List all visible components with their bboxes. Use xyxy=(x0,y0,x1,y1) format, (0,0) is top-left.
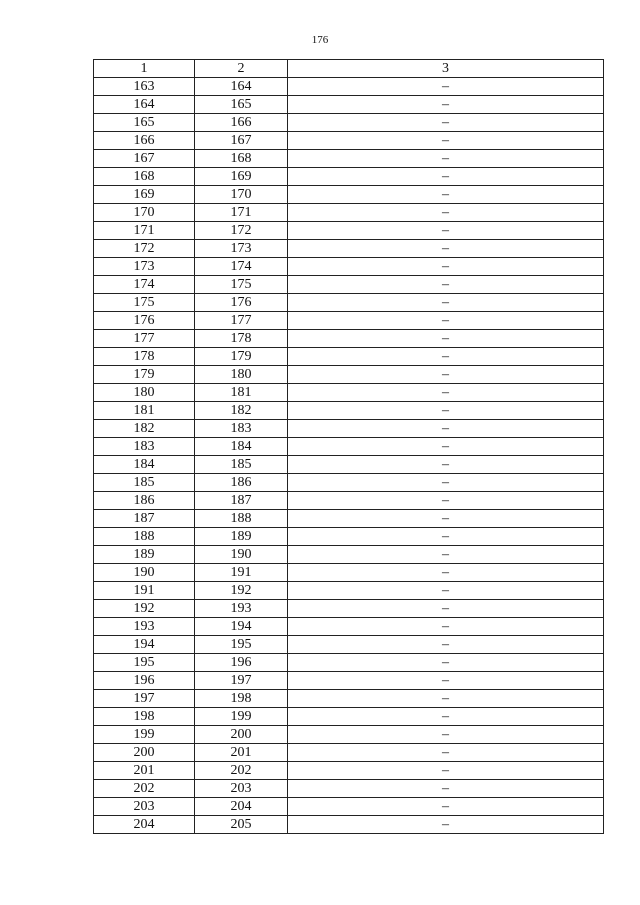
table-cell-col1: 186 xyxy=(94,492,195,510)
table-cell-col3: – xyxy=(288,438,604,456)
table-row xyxy=(94,330,604,348)
table-row xyxy=(94,114,604,132)
table-row xyxy=(94,654,604,672)
table-cell-col3: – xyxy=(288,654,604,672)
table-row xyxy=(94,510,604,528)
table-cell-col3: – xyxy=(288,600,604,618)
table-cell-col3: – xyxy=(288,114,604,132)
table-header xyxy=(94,60,604,78)
table-cell-col2: 190 xyxy=(195,546,288,564)
table-cell-col3: – xyxy=(288,168,604,186)
table-cell-col3: – xyxy=(288,636,604,654)
table-cell-col3: – xyxy=(288,690,604,708)
table-cell-col1: 196 xyxy=(94,672,195,690)
table-cell-col3: – xyxy=(288,510,604,528)
table-cell-col2: 169 xyxy=(195,168,288,186)
table-cell-col3: – xyxy=(288,744,604,762)
table-cell-col2: 192 xyxy=(195,582,288,600)
table-row xyxy=(94,726,604,744)
table-cell-col2: 172 xyxy=(195,222,288,240)
table-row xyxy=(94,690,604,708)
table-cell-col2: 171 xyxy=(195,204,288,222)
table-cell-col3: – xyxy=(288,420,604,438)
table-cell-col2: 193 xyxy=(195,600,288,618)
table-cell-col3: – xyxy=(288,78,604,96)
table-cell-col2: 182 xyxy=(195,402,288,420)
table-cell-col2: 187 xyxy=(195,492,288,510)
table-cell-col3: – xyxy=(288,492,604,510)
table-cell-col1: 189 xyxy=(94,546,195,564)
table-cell-col3: – xyxy=(288,132,604,150)
table-cell-col3: – xyxy=(288,780,604,798)
table-cell-col2: 185 xyxy=(195,456,288,474)
table-row xyxy=(94,150,604,168)
table-row xyxy=(94,636,604,654)
table-cell-col1: 169 xyxy=(94,186,195,204)
table-cell-col2: 195 xyxy=(195,636,288,654)
table-cell-col3: – xyxy=(288,312,604,330)
table-cell-col3: – xyxy=(288,276,604,294)
table-cell-col1: 193 xyxy=(94,618,195,636)
table-cell-col3: – xyxy=(288,150,604,168)
table-row xyxy=(94,744,604,762)
table-row xyxy=(94,816,604,834)
column-header-2: 2 xyxy=(195,60,288,78)
table-row xyxy=(94,420,604,438)
table-cell-col1: 177 xyxy=(94,330,195,348)
table-cell-col2: 194 xyxy=(195,618,288,636)
table-cell-col2: 191 xyxy=(195,564,288,582)
table-body xyxy=(94,78,604,834)
column-header-1: 1 xyxy=(94,60,195,78)
table-cell-col2: 174 xyxy=(195,258,288,276)
table-cell-col1: 167 xyxy=(94,150,195,168)
table-cell-col2: 198 xyxy=(195,690,288,708)
table-cell-col2: 196 xyxy=(195,654,288,672)
table-cell-col1: 176 xyxy=(94,312,195,330)
table-cell-col1: 202 xyxy=(94,780,195,798)
table-cell-col3: – xyxy=(288,96,604,114)
table-cell-col1: 185 xyxy=(94,474,195,492)
table-cell-col2: 166 xyxy=(195,114,288,132)
table-cell-col3: – xyxy=(288,708,604,726)
table-row xyxy=(94,438,604,456)
table-cell-col2: 173 xyxy=(195,240,288,258)
table-cell-col1: 197 xyxy=(94,690,195,708)
table-row xyxy=(94,222,604,240)
table-cell-col2: 168 xyxy=(195,150,288,168)
table-cell-col2: 199 xyxy=(195,708,288,726)
table-cell-col1: 165 xyxy=(94,114,195,132)
table-row xyxy=(94,240,604,258)
table-cell-col3: – xyxy=(288,294,604,312)
table-row xyxy=(94,564,604,582)
table-cell-col2: 197 xyxy=(195,672,288,690)
table-cell-col1: 195 xyxy=(94,654,195,672)
table-cell-col2: 203 xyxy=(195,780,288,798)
table-cell-col1: 200 xyxy=(94,744,195,762)
header-row xyxy=(94,60,604,78)
table-cell-col2: 180 xyxy=(195,366,288,384)
table-cell-col1: 179 xyxy=(94,366,195,384)
table-cell-col2: 201 xyxy=(195,744,288,762)
table-row xyxy=(94,582,604,600)
table-cell-col3: – xyxy=(288,402,604,420)
table-cell-col3: – xyxy=(288,672,604,690)
table-cell-col2: 175 xyxy=(195,276,288,294)
table-cell-col2: 184 xyxy=(195,438,288,456)
table-row xyxy=(94,780,604,798)
table-row xyxy=(94,132,604,150)
table-row xyxy=(94,186,604,204)
table-cell-col1: 171 xyxy=(94,222,195,240)
data-table xyxy=(93,59,604,834)
table-cell-col2: 200 xyxy=(195,726,288,744)
table-row xyxy=(94,546,604,564)
table-cell-col1: 199 xyxy=(94,726,195,744)
table-cell-col1: 190 xyxy=(94,564,195,582)
table-cell-col1: 194 xyxy=(94,636,195,654)
table-cell-col1: 168 xyxy=(94,168,195,186)
table-cell-col3: – xyxy=(288,546,604,564)
table-row xyxy=(94,204,604,222)
table-cell-col2: 183 xyxy=(195,420,288,438)
table-cell-col3: – xyxy=(288,384,604,402)
table-row xyxy=(94,348,604,366)
table-cell-col2: 179 xyxy=(195,348,288,366)
table-row xyxy=(94,618,604,636)
table-cell-col2: 189 xyxy=(195,528,288,546)
table-row xyxy=(94,528,604,546)
table-cell-col3: – xyxy=(288,474,604,492)
table-cell-col1: 181 xyxy=(94,402,195,420)
table-row xyxy=(94,78,604,96)
table-cell-col2: 167 xyxy=(195,132,288,150)
table-cell-col3: – xyxy=(288,366,604,384)
table-cell-col1: 164 xyxy=(94,96,195,114)
table-cell-col1: 192 xyxy=(94,600,195,618)
table-cell-col1: 201 xyxy=(94,762,195,780)
table-cell-col2: 164 xyxy=(195,78,288,96)
table-cell-col3: – xyxy=(288,726,604,744)
table-cell-col1: 180 xyxy=(94,384,195,402)
table-cell-col2: 177 xyxy=(195,312,288,330)
table-row xyxy=(94,474,604,492)
table-cell-col1: 183 xyxy=(94,438,195,456)
table-cell-col1: 163 xyxy=(94,78,195,96)
table-cell-col1: 187 xyxy=(94,510,195,528)
table-cell-col2: 165 xyxy=(195,96,288,114)
table-cell-col1: 172 xyxy=(94,240,195,258)
table-cell-col1: 188 xyxy=(94,528,195,546)
table-cell-col3: – xyxy=(288,240,604,258)
table-cell-col2: 204 xyxy=(195,798,288,816)
table-cell-col2: 178 xyxy=(195,330,288,348)
page-number: 176 xyxy=(311,34,329,46)
table-row xyxy=(94,402,604,420)
table-row xyxy=(94,600,604,618)
table-row xyxy=(94,258,604,276)
table-cell-col1: 198 xyxy=(94,708,195,726)
table-cell-col3: – xyxy=(288,186,604,204)
table-row xyxy=(94,492,604,510)
table-row xyxy=(94,294,604,312)
table-cell-col1: 204 xyxy=(94,816,195,834)
table-cell-col2: 176 xyxy=(195,294,288,312)
table-cell-col3: – xyxy=(288,204,604,222)
table-cell-col1: 184 xyxy=(94,456,195,474)
table-cell-col2: 188 xyxy=(195,510,288,528)
table-cell-col1: 175 xyxy=(94,294,195,312)
table-cell-col2: 205 xyxy=(195,816,288,834)
table-cell-col2: 181 xyxy=(195,384,288,402)
table-cell-col3: – xyxy=(288,330,604,348)
table-row xyxy=(94,312,604,330)
table-cell-col3: – xyxy=(288,348,604,366)
table-cell-col2: 202 xyxy=(195,762,288,780)
table-cell-col1: 170 xyxy=(94,204,195,222)
table-cell-col3: – xyxy=(288,618,604,636)
table-cell-col1: 182 xyxy=(94,420,195,438)
table-cell-col3: – xyxy=(288,222,604,240)
table-cell-col3: – xyxy=(288,564,604,582)
table-row xyxy=(94,672,604,690)
table-row xyxy=(94,798,604,816)
table-cell-col1: 173 xyxy=(94,258,195,276)
table-row xyxy=(94,762,604,780)
table-row xyxy=(94,276,604,294)
table-cell-col1: 174 xyxy=(94,276,195,294)
table-cell-col3: – xyxy=(288,762,604,780)
table-cell-col3: – xyxy=(288,456,604,474)
table-cell-col3: – xyxy=(288,258,604,276)
table-row xyxy=(94,456,604,474)
table-cell-col2: 170 xyxy=(195,186,288,204)
table-row xyxy=(94,384,604,402)
table-row xyxy=(94,708,604,726)
table-row xyxy=(94,96,604,114)
table-row xyxy=(94,366,604,384)
column-header-3: 3 xyxy=(288,60,604,78)
table-cell-col1: 166 xyxy=(94,132,195,150)
table-cell-col3: – xyxy=(288,798,604,816)
table-cell-col1: 191 xyxy=(94,582,195,600)
table-cell-col3: – xyxy=(288,582,604,600)
table-cell-col1: 203 xyxy=(94,798,195,816)
table-row xyxy=(94,168,604,186)
table-cell-col3: – xyxy=(288,528,604,546)
table-cell-col2: 186 xyxy=(195,474,288,492)
table-cell-col3: – xyxy=(288,816,604,834)
table-cell-col1: 178 xyxy=(94,348,195,366)
